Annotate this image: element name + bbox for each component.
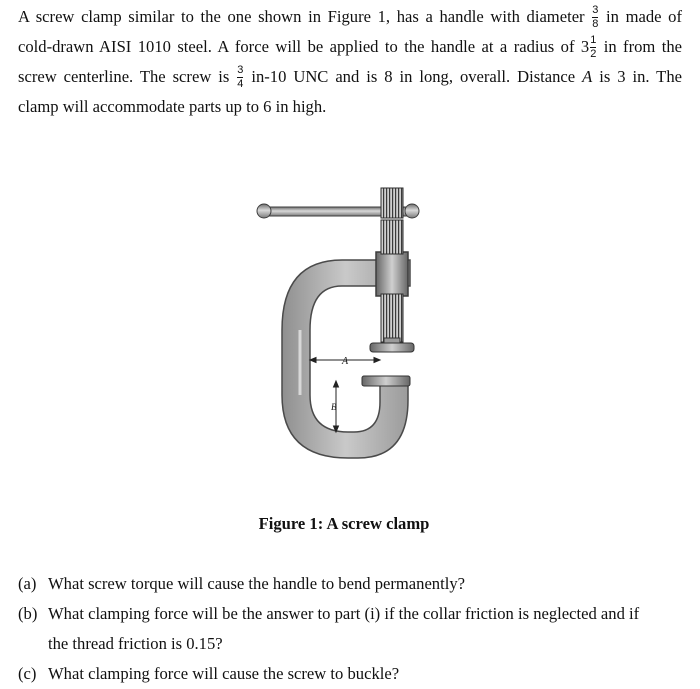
line3-mid: in-10 UNC and is 8 in long, overall. Distance (251, 67, 576, 86)
label-a: A (342, 356, 349, 367)
line2-text: cold-drawn AISI 1010 steel. A force will be applied to the handle at a radius of 3 (18, 37, 590, 56)
line3-text: screw centerline. The screw is (18, 67, 230, 86)
fraction-one-half: $\frac{1}{2}$ (590, 33, 597, 60)
fraction-three-eighths: $\frac{3}{8}$ (592, 3, 599, 30)
variable-a: A (582, 67, 593, 86)
swivel-pad (370, 338, 414, 352)
problem-line-4: clamp will accommodate parts up to 6 in high. (18, 97, 327, 116)
screw-clamp-figure (230, 180, 470, 480)
line2-tail: in from the (603, 37, 682, 56)
problem-statement (18, 2, 682, 122)
line1-text: A screw clamp similar to the one shown in Figure 1, has a handle with diameter (18, 7, 585, 26)
question-a: (a) What screw torque will cause the handle to bend permanently? (18, 574, 465, 593)
fraction-three-quarters: $\frac{3}{4}$ (237, 63, 244, 90)
problem-line-1 (18, 2, 682, 32)
label-b: B (331, 402, 337, 412)
question-b: (b) What clamping force will be the answer to part (i) if the collar friction is neglected and if (18, 604, 640, 623)
frame-boss (376, 252, 408, 296)
figure-caption: Figure 1: A screw clamp (258, 514, 430, 533)
question-c: (c) What clamping force will cause the screw to buckle? (18, 664, 400, 683)
line3-tail: is 3 in. The (599, 67, 682, 86)
question-b-cont: the thread friction is 0.15? (48, 634, 223, 653)
anvil (362, 376, 410, 386)
problem-line-2 (18, 32, 682, 62)
line1-tail: in made of (606, 7, 682, 26)
problem-line-3 (18, 62, 682, 92)
